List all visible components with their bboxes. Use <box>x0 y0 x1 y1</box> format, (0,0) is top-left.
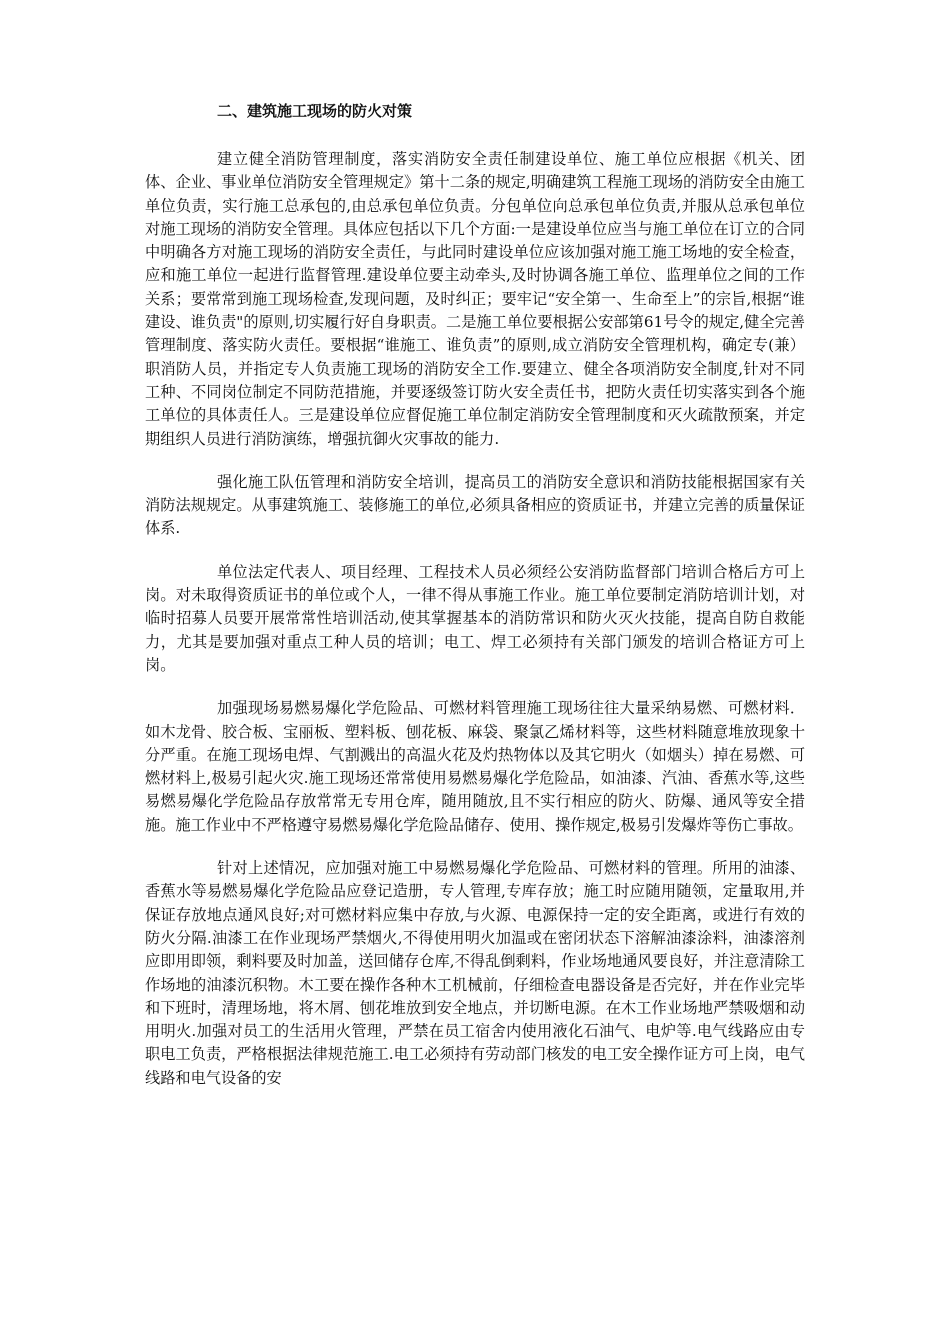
document-page <box>145 100 805 1110</box>
paragraph-personnel: 单位法定代表人、项目经理、工程技术人员必须经公安消防监督部门培训合格后方可上岗。对未取得资质证书的单位或个人，一律不得从事施工作业。施工单位要制定消防培训计划，对临时招募人员要开展常常性培训活动,使其掌握基本的消防常识和防火灭火技能，提高自防自救能力，尤其是要加强对重点工种人员的培训；电工、焊工必须持有关部门颁发的培训合格证方可上岗。 <box>145 562 805 674</box>
paragraph-fire-management: 建立健全消防管理制度，落实消防安全责任制建设单位、施工单位应根据《机关、团体、企业、事业单位消防安全管理规定》第十二条的规定,明确建筑工程施工现场的消防安全由施工单位负责，实行施工总承包的,由总承包单位负责。分包单位向总承包单位负责,并服从总承包单位对施工现场的消防安全管理。具体应包括以下几个方面:一是建设单位应当与施工单位在订立的合同中明确各方对施工现场的消防安全责任，与此同时建设单位应该加强对施工施工场地的安全检查，应和施工单位一起进行监督管理.建设单位要主动牵头,及时协调各施工单位、监理单位之间的工作关系；要常常到施工现场检查,发现问题，及时纠正；要牢记“安全第一、生命至上”的宗旨,根据“谁建设、谁负责"的原则,切实履行好自身职责。二是施工单位要根据公安部第61号令的规定,健全完善管理制度、落实防火责任。要根据“谁施工、谁负责”的原则,成立消防安全管理机构，确定专(兼）职消防人员，并指定专人负责施工现场的消防安全工作.要建立、健全各项消防安全制度,针对不同工种、不同岗位制定不同防范措施，并要逐级签订防火安全责任书，把防火责任切实落实到各个施工单位的具体责任人。三是建设单位应督促施工单位制定消防安全管理制度和灭火疏散预案，并定期组织人员进行消防演练，增强抗御火灾事故的能力. <box>145 150 805 448</box>
paragraph-hazardous-materials: 加强现场易燃易爆化学危险品、可燃材料管理施工现场往往大量采纳易燃、可燃材料．如木龙骨、胶合板、宝丽板、塑料板、刨花板、麻袋、聚氯乙烯材料等，这些材料随意堆放现象十分严重。在施工现场电焊、气割溅出的高温火花及灼热物体以及其它明火（如烟头）掉在易燃、可燃材料上,极易引起火灾.施工现场还常常使用易燃易爆化学危险品，如油漆、汽油、香蕉水等,这些易燃易爆化学危险品存放常常无专用仓库，随用随放,且不实行相应的防火、防爆、通风等安全措施。施工作业中不严格遵守易燃易爆化学危险品储存、使用、操作规定,极易引发爆炸等伤亡事故。 <box>145 699 805 834</box>
paragraph-training: 强化施工队伍管理和消防安全培训，提高员工的消防安全意识和消防技能根据国家有关消防法规规定。从事建筑施工、装修施工的单位,必须具备相应的资质证书，并建立完善的质量保证体系. <box>145 472 805 538</box>
section-heading: 二、建筑施工现场的防火对策 <box>217 102 413 120</box>
paragraph-countermeasures: 针对上述情况，应加强对施工中易燃易爆化学危险品、可燃材料的管理。所用的油漆、香蕉水等易燃易爆化学危险品应登记造册，专人管理,专库存放；施工时应随用随领，定量取用,并保证存放地点通风良好;对可燃材料应集中存放,与火源、电源保持一定的安全距离，或进行有效的防火分隔.油漆工在作业现场严禁烟火,不得使用明火加温或在密闭状态下溶解油漆涂料，油漆溶剂应即用即领，剩料要及时加盖，送回储存仓库,不得乱倒剩料，作业场地通风要良好，并注意清除工作场地的油漆沉积物。木工要在操作各种木工机械前，仔细检查电器设备是否完好，并在作业完毕和下班时，清理场地，将木屑、刨花堆放到安全地点，并切断电源。在木工作业场地严禁吸烟和动用明火.加强对员工的生活用火管理，严禁在员工宿舍内使用液化石油气、电炉等.电气线路应由专职电工负责，严格根据法律规范施工.电工必须持有劳动部门核发的电工安全操作证方可上岗，电气线路和电气设备的安 <box>145 859 805 1087</box>
